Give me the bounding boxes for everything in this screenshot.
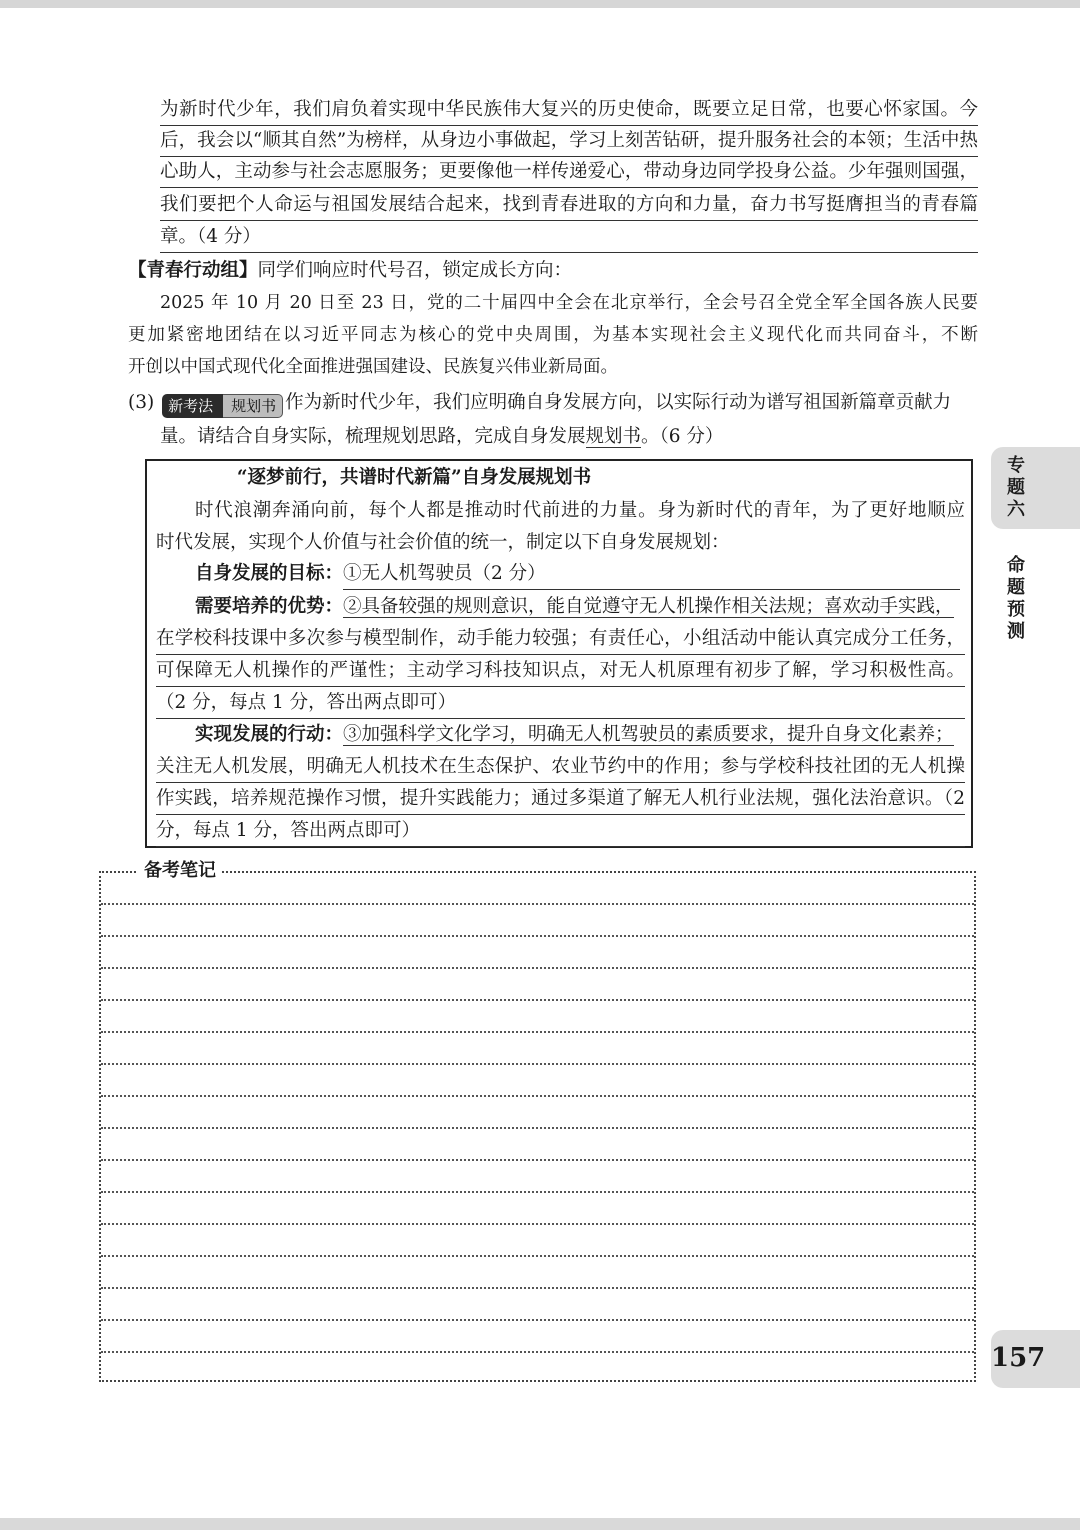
section-tab-label: 命题预测 [1007,555,1025,642]
notes-rule [101,935,974,937]
page-bottom-edge [0,1518,1080,1530]
material-line-2: 更加紧密地团结在以习近平同志为核心的党中央周围，为基本实现社会主义现代化而共同奋斗，不断 [128,325,978,345]
notes-rule [101,1031,974,1033]
material-line-3: 开创以中国式现代化全面推进强国建设、民族复兴伟业新局面。 [128,357,618,377]
act-label: 实现发展的行动： [195,724,344,745]
plan-act-line-3: 作实践，培养规范操作习惯，提升实践能力；通过多渠道了解无人机行业法规，强化法治意识。（2 [156,784,965,815]
youth-group-line [128,256,572,286]
answer-line-5: 章。（4 分） [160,222,978,253]
question-3-line-1 [128,388,951,418]
youth-group-text: 同学们响应时代号召，锁定成长方向： [257,260,573,281]
material-line-1: 2025 年 10 月 20 日至 23 日，党的二十届四中全会在北京举行，全会号召全党全军全国各族人民要 [160,293,978,313]
question-3-score: 。（6 分） [641,426,724,447]
act-answer-1: ③加强科学文化学习，明确无人机驾驶员的素质要求，提升自身文化素养； [343,724,954,745]
goal-answer: ①无人机驾驶员（2 分） [343,559,960,590]
question-number: (3) [128,392,155,413]
topic-tab-label: 专题六 [1007,455,1025,520]
question-3-text-2: 量。请结合自身实际，梳理规划思路，完成自身发展 [160,426,586,447]
plan-act-line-1 [195,720,965,750]
answer-line-4: 我们要把个人命运与祖国发展结合起来，找到青春进取的方向和力量，奋力书写挺膺担当的青春篇 [160,190,978,221]
notes-rule [101,1191,974,1193]
plan-adv-line-1 [195,592,965,622]
plan-adv-line-2: 在学校科技课中多次参与模型制作，动手能力较强；有责任心，小组活动中能认真完成分工任务， [156,624,965,655]
page-number: 157 [991,1343,1046,1373]
plan-adv-line-3: 可保障无人机操作的严谨性；主动学习科技知识点，对无人机原理有初步了解，学习积极性高。 [156,656,965,687]
new-exam-badge [162,391,283,415]
plan-intro-line-2: 时代发展，实现个人价值与社会价值的统一，制定以下自身发展规划： [156,532,730,553]
goal-label: 自身发展的目标： [195,563,344,584]
adv-answer-1: ②具备较强的规则意识，能自觉遵守无人机操作相关法规；喜欢动手实践， [343,596,954,617]
answer-line-2: 后，我会以“顺其自然”为榜样，从身边小事做起，学习上刻苦钻研，提升服务社会的本领；生活中热 [160,126,978,157]
plan-act-line-4: 分，每点 1 分，答出两点即可） [156,816,965,847]
badge-sub: 规划书 [223,394,283,418]
notes-rule [101,967,974,969]
notes-rule [101,999,974,1001]
answer-line-3: 心助人，主动参与社会志愿服务；更要像他一样传递爱心，带动身边同学投身公益。少年强则国强， [160,157,978,188]
notes-rule [101,1223,974,1225]
notes-rule [101,1255,974,1257]
question-3-line-2 [160,422,723,452]
page-top-edge [0,0,1080,8]
plan-title: “逐梦前行，共谱时代新篇”自身发展规划书 [236,467,592,488]
plan-intro-line-1: 时代浪潮奔涌向前，每个人都是推动时代前进的力量。身为新时代的青年，为了更好地顺应 [195,500,965,521]
notes-rule [101,1351,974,1353]
youth-group-label: 【青春行动组】 [128,260,258,281]
notes-title: 备考笔记 [138,858,222,884]
notes-rule [101,1319,974,1321]
notes-rule [101,1159,974,1161]
notes-rule [101,1287,974,1289]
notes-rule [101,1095,974,1097]
plan-goal-line [195,559,965,589]
question-3-text-1: 作为新时代少年，我们应明确自身发展方向，以实际行动为谱写祖国新篇章贡献力 [285,392,952,413]
notes-rule [101,1063,974,1065]
plan-act-line-2: 关注无人机发展，明确无人机技术在生态保护、农业节约中的作用；参与学校科技社团的无人机操 [156,752,965,783]
answer-line-1: 为新时代少年，我们肩负着实现中华民族伟大复兴的历史使命，既要立足日常，也要心怀家国。今 [160,95,978,126]
notes-rule [101,903,974,905]
adv-label: 需要培养的优势： [195,596,344,617]
notes-rule [101,1127,974,1129]
badge-main: 新考法 [162,394,223,418]
question-3-underlined: 规划书 [585,426,642,447]
plan-adv-line-4: （2 分，每点 1 分，答出两点即可） [156,688,965,719]
